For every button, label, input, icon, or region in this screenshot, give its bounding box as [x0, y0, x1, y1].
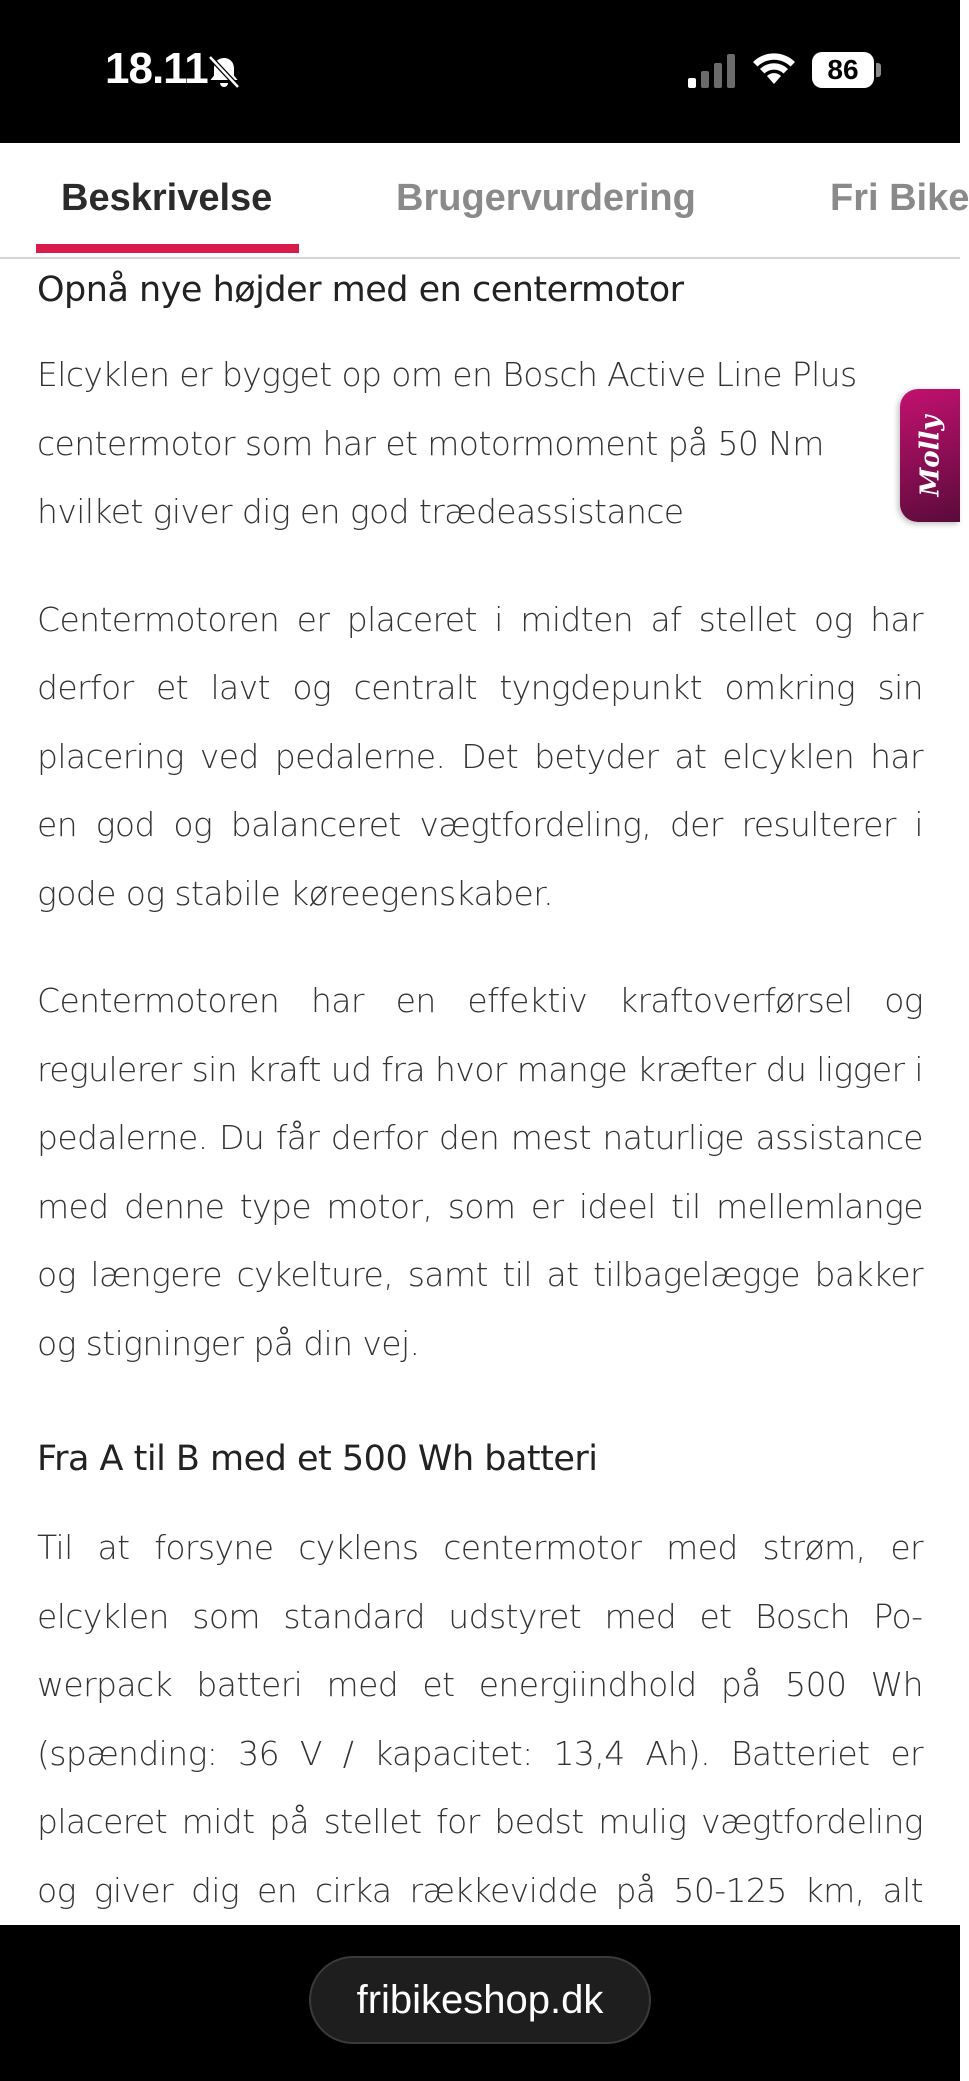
browser-bottom-bar — [0, 1925, 960, 2081]
battery-icon — [812, 52, 874, 88]
paragraph-battery: Til at forsyne cyklens centermotor med strøm, er elcyklen som standard udstyret med et Bosch Powerpack batteri med et energiindhold på 500 Wh (spænding: 36 V / kapacitet: 13,4 Ah). Batteriet er placeret midt på stellet for bedst mulig vægtfordeling og giver dig en cirka rækkevidde på 50-125 km, alt — [37, 1528, 923, 1910]
battery-level: 86 — [827, 54, 859, 85]
address-bar[interactable] — [309, 1956, 651, 2044]
section-heading-motor: Opnå nye højder med en centermotor — [37, 270, 684, 310]
paragraph-motor-power: Centermotoren har en effektiv kraftoverførsel og regulerer sin kraft ud fra hvor mange kræfter du ligger i pedalerne. Du får derfor den mest naturlige assistance med denne type motor, som er ideel til mellemlange og længere cykelture, samt til at tilbagelægge bakker og stigninger på din vej. — [37, 981, 923, 1363]
status-time: 18.11 — [105, 44, 208, 93]
status-bar — [0, 0, 960, 143]
paragraph-motor-intro: Elcyklen er bygget op om en Bosch Active Line Plus centermotor som har et motormoment på 50 Nm hvilket giver dig en god trædeassistance — [37, 355, 857, 531]
tab-brugervurdering[interactable]: Brugervurdering — [396, 177, 696, 219]
wifi-icon — [752, 50, 796, 86]
bell-slash-icon — [204, 52, 244, 92]
active-tab-indicator — [36, 244, 299, 253]
paragraph-motor-placement: Centermotoren er placeret i midten af stellet og har derfor et lavt og centralt tyngdepunkt omkring sin placering ved pedalerne. Det betyder at elcyklen har en god og balanceret vægtfordeling, der resulterer i gode og stabile køreegenskaber. — [37, 599, 923, 913]
section-heading-battery: Fra A til B med et 500 Wh batteri — [37, 1439, 598, 1479]
signal-icon — [688, 54, 738, 88]
tab-fri-bike[interactable]: Fri Bike — [830, 177, 969, 219]
battery-tip — [876, 63, 881, 77]
product-description — [37, 257, 923, 1925]
molly-chat-button[interactable] — [900, 389, 960, 522]
tab-beskrivelse[interactable]: Beskrivelse — [61, 177, 273, 219]
molly-label: Molly — [915, 415, 946, 496]
address-bar-url: fribikeshop.dk — [356, 1977, 604, 2022]
tab-bar — [0, 143, 969, 259]
